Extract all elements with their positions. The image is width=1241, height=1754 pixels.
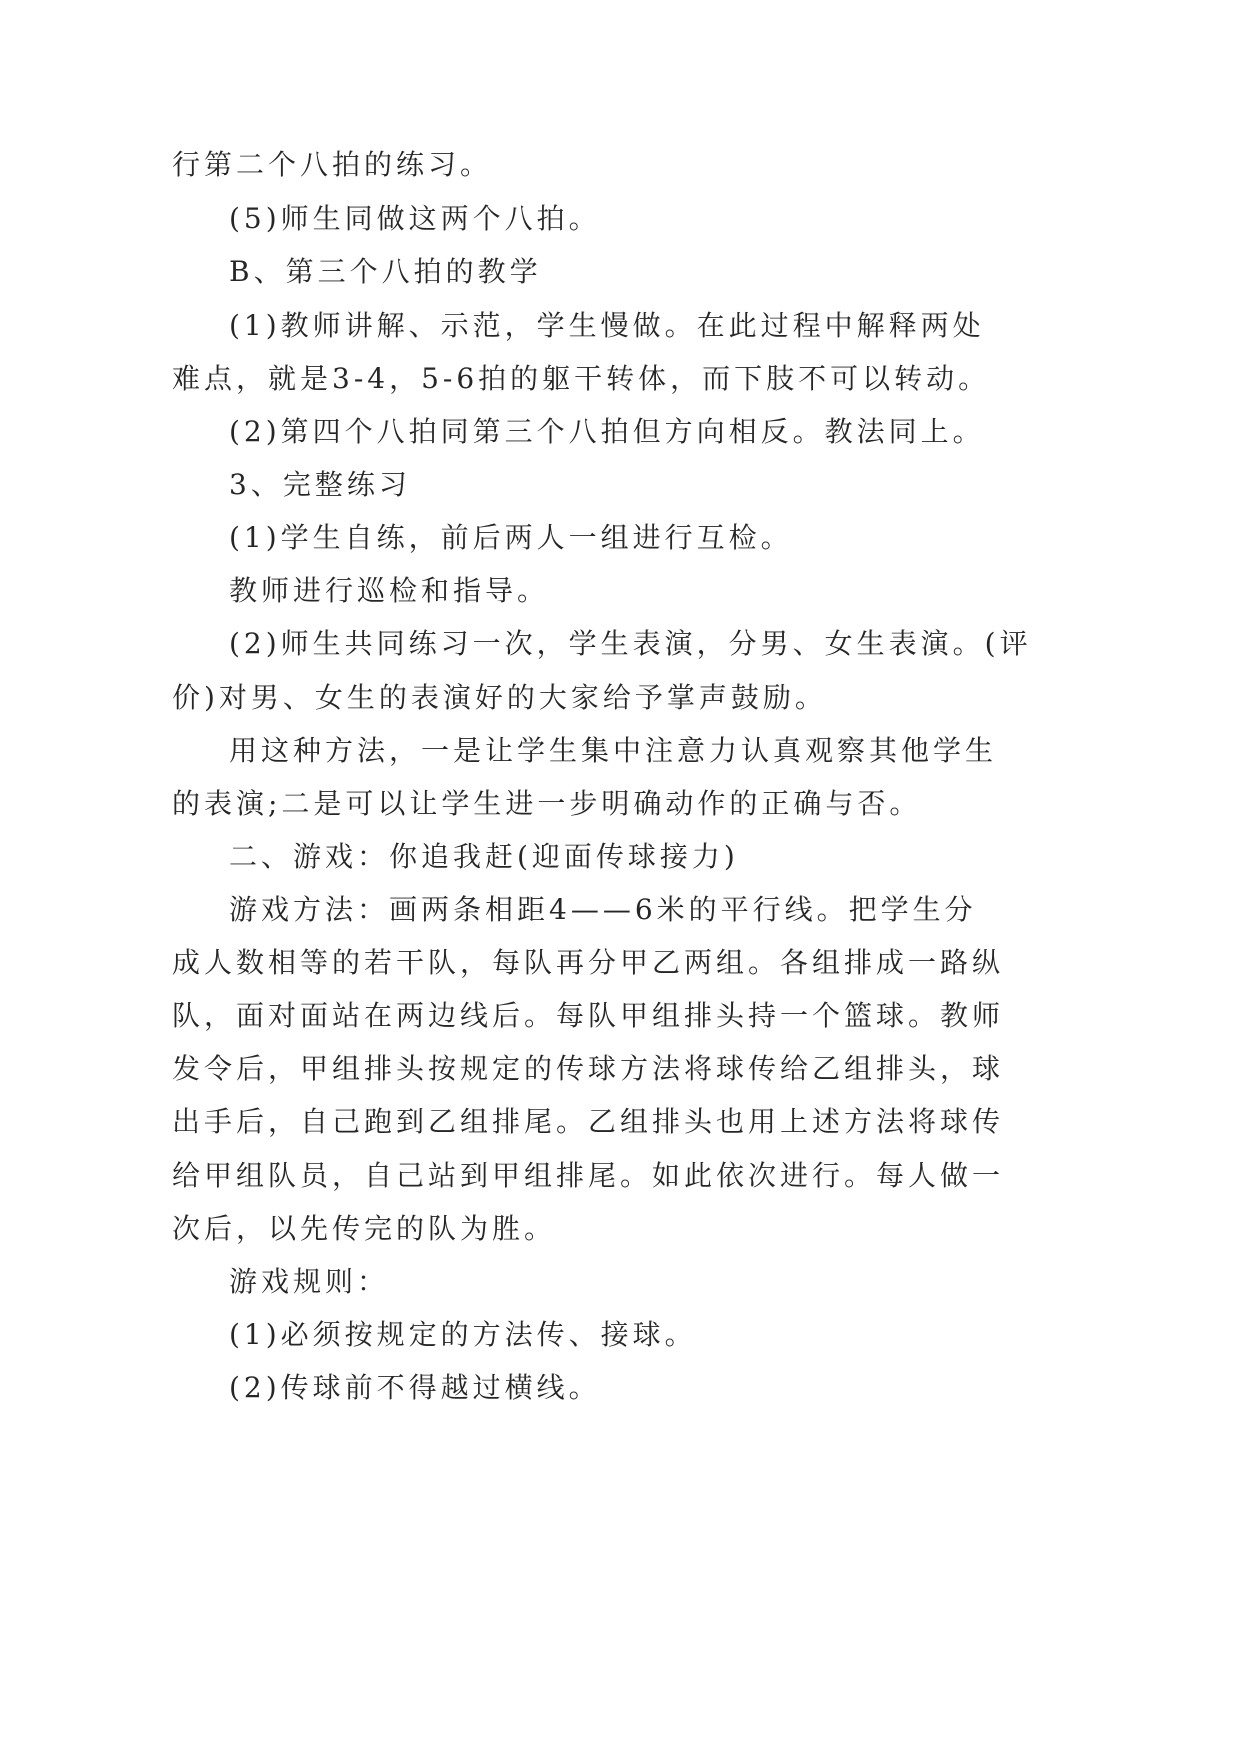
text-line: (2)师生共同练习一次，学生表演，分男、女生表演。(评: [229, 627, 1032, 660]
text-line: (1)学生自练，前后两人一组进行互检。: [229, 521, 793, 554]
text-line: (1)必须按规定的方法传、接球。: [229, 1318, 697, 1351]
text-line: 发令后，甲组排头按规定的传球方法将球传给乙组排头，球: [172, 1052, 1005, 1085]
text-line: 出手后，自己跑到乙组排尾。乙组排头也用上述方法将球传: [172, 1105, 1005, 1138]
text-line: (2)第四个八拍同第三个八拍但方向相反。教法同上。: [229, 415, 985, 448]
text-line: 难点，就是3-4，5-6拍的躯干转体，而下肢不可以转动。: [172, 362, 991, 395]
text-line: 成人数相等的若干队，每队再分甲乙两组。各组排成一路纵: [172, 946, 1005, 979]
text-line: 价)对男、女生的表演好的大家给予掌声鼓励。: [172, 681, 827, 714]
section-heading: 3、完整练习: [229, 468, 411, 501]
text-line: (5)师生同做这两个八拍。: [229, 202, 601, 235]
section-heading: 二、游戏：你追我赶(迎面传球接力): [229, 840, 739, 873]
text-line: (2)传球前不得越过横线。: [229, 1371, 601, 1404]
text-line: 的表演;二是可以让学生进一步明确动作的正确与否。: [172, 787, 922, 820]
section-heading: 游戏规则：: [229, 1265, 390, 1298]
text-line: 行第二个八拍的练习。: [172, 148, 493, 181]
text-line: 队，面对面站在两边线后。每队甲组排头持一个篮球。教师: [172, 999, 1005, 1032]
section-heading: B、第三个八拍的教学: [229, 255, 542, 288]
text-line: 用这种方法，一是让学生集中注意力认真观察其他学生: [229, 734, 998, 767]
text-line: 教师进行巡检和指导。: [229, 574, 550, 607]
text-line: (1)教师讲解、示范，学生慢做。在此过程中解释两处: [229, 309, 985, 342]
text-line: 次后，以先传完的队为胜。: [172, 1212, 557, 1245]
text-line: 游戏方法：画两条相距4——6米的平行线。把学生分: [229, 893, 977, 926]
text-line: 给甲组队员，自己站到甲组排尾。如此依次进行。每人做一: [172, 1159, 1005, 1192]
